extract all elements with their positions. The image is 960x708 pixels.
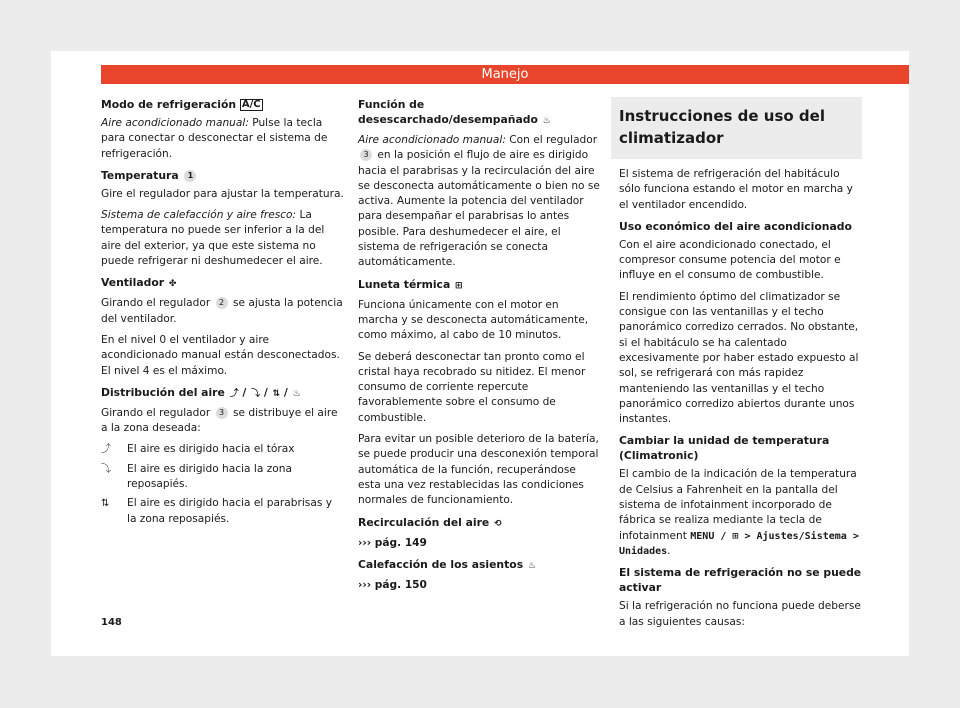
section-title-box: Instrucciones de uso del climatizador <box>611 97 862 159</box>
section-header: Manejo <box>101 65 909 84</box>
column-middle <box>358 97 601 599</box>
air-windshield-feet-icon: ⇅ <box>101 498 110 510</box>
defrost-icon: ♨ <box>542 116 551 126</box>
heading-desescarchado: Función de desescarchado/desempañado ♨ <box>358 97 601 129</box>
callout-badge: 3 <box>216 407 228 419</box>
heading-asientos: Calefacción de los asientos ♨ <box>358 557 601 574</box>
paragraph: Funciona únicamente con el motor en marcha y se desconecta automáticamente, como máximo, al cabo de 10 minutos. <box>358 298 589 342</box>
manual-page <box>51 51 909 656</box>
paragraph: Gire el regulador para ajustar la temperatura. <box>101 187 344 200</box>
column-right <box>619 97 862 636</box>
rear-window-heat-icon: ⊞ <box>455 280 463 291</box>
seat-heat-icon: ♨ <box>527 560 536 571</box>
paragraph: El sistema de refrigeración del habitáculo sólo funciona estando el motor en marcha y el ventilador encendido. <box>619 168 853 211</box>
ac-icon: A/C <box>241 99 261 110</box>
paragraph: Se deberá desconectar tan pronto como el cristal haya recobrado su nitidez. El menor consumo de corriente repercute favorablemente sobre el consumo de combustible. <box>358 350 586 424</box>
paragraph: El rendimiento óptimo del climatizador se consigue con las ventanillas y el techo panorámico corredizo cerrados. No obstante, si el habitáculo se ha calentado excesivamente por haber estado expuesto al sol, se refrigerará con más rapidez manteniendo las ventanillas y el techo panorámico corredizo abiertos durante unos instantes. <box>619 290 859 426</box>
paragraph: Girando el regulador 2 se ajusta la potencia del ventilador. <box>101 297 343 325</box>
air-feet-icon: ⤵ <box>251 388 261 399</box>
air-chest-icon: ⤴ <box>229 388 239 399</box>
menu-path: MENU / ⊞ > Ajustes/Sistema > Unidades <box>619 530 859 557</box>
heading-distribucion: Distribución del aire ⤴ / ⤵ / ⇅ / ♨ <box>101 385 344 402</box>
fan-icon: ✤ <box>168 279 177 290</box>
heading-unidad-temperatura: Cambiar la unidad de temperatura (Climatronic) <box>619 434 830 463</box>
paragraph: Si la refrigeración no funciona puede deberse a las siguientes causas: <box>619 600 861 628</box>
list-item: ⇅ El aire es dirigido hacia el parabrisas y la zona reposapiés. <box>101 496 344 527</box>
heading-luneta: Luneta térmica ⊞ <box>358 277 601 294</box>
callout-badge: 1 <box>184 170 196 182</box>
paragraph: Para evitar un posible deterioro de la batería, se puede producir una desconexión temporal automática de la función, recuperándose esta una vez restablecidas las condiciones normales de funcionamiento. <box>358 433 599 507</box>
callout-badge: 3 <box>360 149 372 161</box>
defrost-icon: ♨ <box>292 388 301 399</box>
paragraph: Sistema de calefacción y aire fresco: La temperatura no puede ser inferior a la del aire del exterior, ya que este sistema no puede refrigerar ni deshumedecer el aire. <box>101 209 325 268</box>
heading-temperatura: Temperatura 1 <box>101 168 344 183</box>
heading-recirculacion: Recirculación del aire ⟲ <box>358 515 601 532</box>
heading-modo-refrigeracion: Modo de refrigeración A/C <box>101 98 261 111</box>
paragraph: En el nivel 0 el ventilador y aire acondicionado manual están desconectados. El nivel 4 es el máximo. <box>101 333 340 377</box>
air-chest-icon: ⤴ <box>101 444 111 456</box>
paragraph: Girando el regulador 3 se distribuye el aire a la zona deseada: <box>101 406 338 435</box>
column-left <box>101 97 344 531</box>
page-reference-link[interactable]: ››› pág. 149 <box>358 536 427 549</box>
paragraph: El cambio de la indicación de la temperatura de Celsius a Fahrenheit en la pantalla del sistema de infotainment incorporado de fábrica se realiza mediante la tecla de infotainment MENU / ⊞ > Ajustes/Sistema > Unidades. <box>619 468 859 557</box>
paragraph: Aire acondicionado manual: Pulse la tecla para conectar o desconectar el sistema de refrigeración. <box>101 117 328 160</box>
list-item: ⤴ El aire es dirigido hacia el tórax <box>101 442 344 457</box>
callout-badge: 2 <box>216 297 228 309</box>
list-item: ⤵ El aire es dirigido hacia la zona reposapiés. <box>101 462 344 493</box>
air-windshield-feet-icon: ⇅ <box>272 388 281 399</box>
recirculation-icon: ⟲ <box>494 518 502 529</box>
heading-ventilador: Ventilador ✤ <box>101 275 344 292</box>
air-feet-icon: ⤵ <box>101 463 111 475</box>
page-number: 148 <box>101 617 122 628</box>
paragraph: Aire acondicionado manual: Con el regulador 3 en la posición el flujo de aire es dirigido hacia el parabrisas y la recirculación del aire se desconecta automáticamente o bien no se activa. Aumente la potencia del ventilador para desempañar el parabrisas lo antes posible. Para deshumedecer el aire, el sistema de refrigeración se conecta automáticamente. <box>358 134 600 269</box>
heading-uso-economico: Uso económico del aire acondicionado <box>619 219 852 233</box>
page-reference-link[interactable]: ››› pág. 150 <box>358 578 427 591</box>
paragraph: Con el aire acondicionado conectado, el compresor consume potencia del motor e influye en el consumo de combustible. <box>619 238 841 282</box>
heading-no-refrigeracion: El sistema de refrigeración no se puede activar <box>619 566 862 595</box>
